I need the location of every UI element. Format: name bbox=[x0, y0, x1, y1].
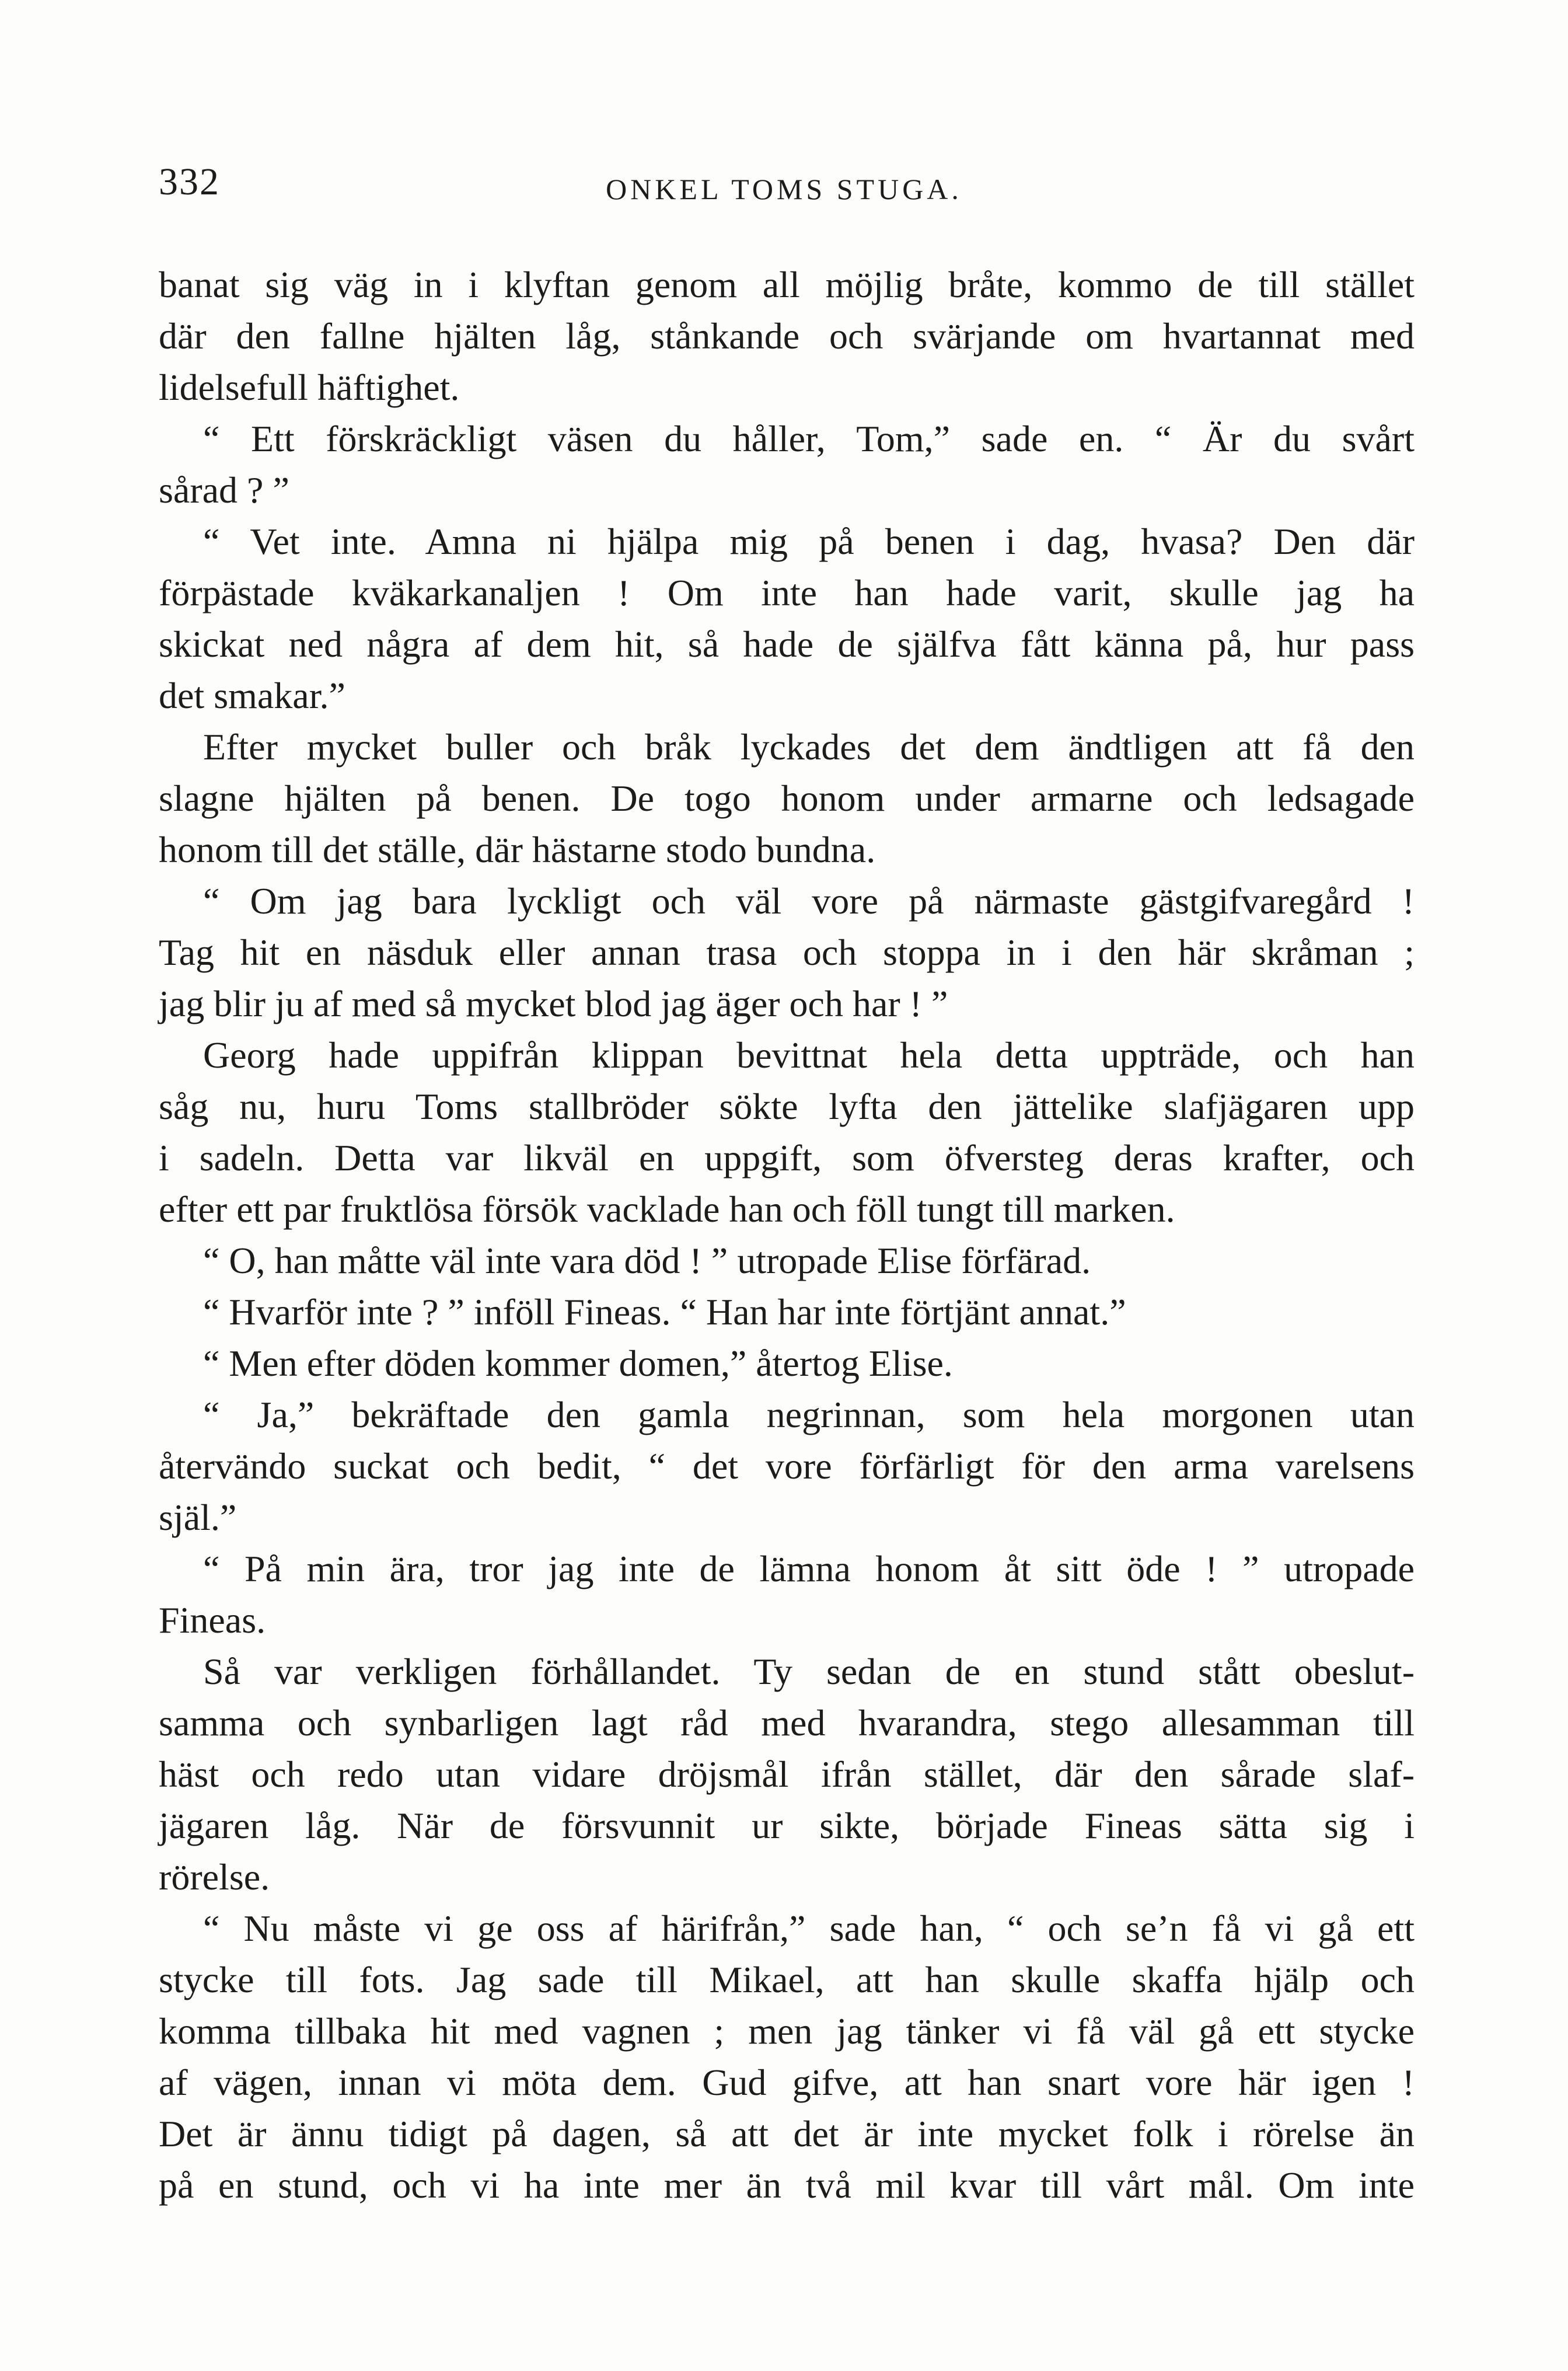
text-line: såg nu, huru Toms stallbröder sökte lyfta den jättelike slafjägaren upp bbox=[159, 1086, 1415, 1127]
text-line: “ O, han måtte väl inte vara död ! ” utropade Elise förfärad. bbox=[203, 1240, 1091, 1281]
running-head: ONKEL TOMS STUGA. bbox=[606, 173, 962, 205]
text-line: häst och redo utan vidare dröjsmål ifrån stället, där den sårade slaf- bbox=[159, 1753, 1415, 1795]
text-line: komma tillbaka hit med vagnen ; men jag tänker vi få väl gå ett stycke bbox=[159, 2010, 1415, 2052]
text-line: jägaren låg. När de försvunnit ur sikte, började Fineas sätta sig i bbox=[159, 1805, 1415, 1846]
text-line: samma och synbarligen lagt råd med hvarandra, stego allesamman till bbox=[159, 1702, 1415, 1744]
text-line: efter ett par fruktlösa försök vacklade han och föll tungt till marken. bbox=[159, 1188, 1175, 1230]
text-line: af vägen, innan vi möta dem. Gud gifve, att han snart vore här igen ! bbox=[159, 2062, 1415, 2103]
text-line: det smakar.” bbox=[159, 675, 345, 716]
text-line: “ Men efter döden kommer domen,” återtog Elise. bbox=[203, 1343, 953, 1384]
text-line: jag blir ju af med så mycket blod jag äger och har ! ” bbox=[159, 983, 948, 1024]
text-line: honom till det ställe, där hästarne stodo bundna. bbox=[159, 829, 876, 870]
text-line: lidelsefull häftighet. bbox=[159, 367, 460, 408]
text-line: i sadeln. Detta var likväl en uppgift, som öfversteg deras krafter, och bbox=[159, 1137, 1415, 1178]
body-text bbox=[159, 259, 1415, 2211]
text-line: rörelse. bbox=[159, 1856, 270, 1898]
text-line: där den fallne hjälten låg, stånkande och svärjande om hvartannat med bbox=[159, 315, 1415, 357]
text-line: banat sig väg in i klyftan genom all möjlig bråte, kommo de till stället bbox=[159, 264, 1415, 305]
text-line: Så var verkligen förhållandet. Ty sedan de en stund stått obeslut- bbox=[203, 1651, 1415, 1692]
page-number: 332 bbox=[159, 161, 220, 203]
text-line: “ Nu måste vi ge oss af härifrån,” sade han, “ och se’n få vi gå ett bbox=[203, 1908, 1415, 1949]
text-line: Fineas. bbox=[159, 1599, 266, 1641]
text-line: “ Hvarför inte ? ” inföll Fineas. “ Han har inte förtjänt annat.” bbox=[203, 1291, 1126, 1333]
text-line: “ Ett förskräckligt väsen du håller, Tom,” sade en. “ Är du svårt bbox=[203, 418, 1415, 459]
text-line: “ Ja,” bekräftade den gamla negrinnan, som hela morgonen utan bbox=[203, 1394, 1415, 1435]
text-line: “ På min ära, tror jag inte de lämna honom åt sitt öde ! ” utropade bbox=[203, 1548, 1415, 1589]
text-line: Georg hade uppifrån klippan bevittnat hela detta uppträde, och han bbox=[203, 1034, 1415, 1076]
text-line: Tag hit en näsduk eller annan trasa och stoppa in i den här skråman ; bbox=[159, 932, 1415, 973]
text-line: skickat ned några af dem hit, så hade de själfva fått känna på, hur pass bbox=[159, 623, 1415, 665]
text-line: “ Om jag bara lyckligt och väl vore på närmaste gästgifvaregård ! bbox=[203, 880, 1415, 922]
text-line: Efter mycket buller och bråk lyckades det dem ändtligen att få den bbox=[203, 726, 1415, 768]
text-line: sårad ? ” bbox=[159, 469, 289, 511]
text-line: stycke till fots. Jag sade till Mikael, att han skulle skaffa hjälp och bbox=[159, 1959, 1415, 2000]
text-line: Det är ännu tidigt på dagen, så att det är inte mycket folk i rörelse än bbox=[159, 2113, 1415, 2154]
text-line: återvändo suckat och bedit, “ det vore förfärligt för den arma varelsens bbox=[159, 1445, 1415, 1487]
text-line: på en stund, och vi ha inte mer än två mil kvar till vårt mål. Om inte bbox=[159, 2164, 1415, 2206]
text-line: slagne hjälten på benen. De togo honom under armarne och ledsagade bbox=[159, 777, 1415, 819]
text-line: själ.” bbox=[159, 1497, 237, 1538]
text-line: “ Vet inte. Amna ni hjälpa mig på benen i dag, hvasa? Den där bbox=[203, 521, 1415, 562]
text-line: förpästade kväkarkanaljen ! Om inte han hade varit, skulle jag ha bbox=[159, 572, 1415, 613]
